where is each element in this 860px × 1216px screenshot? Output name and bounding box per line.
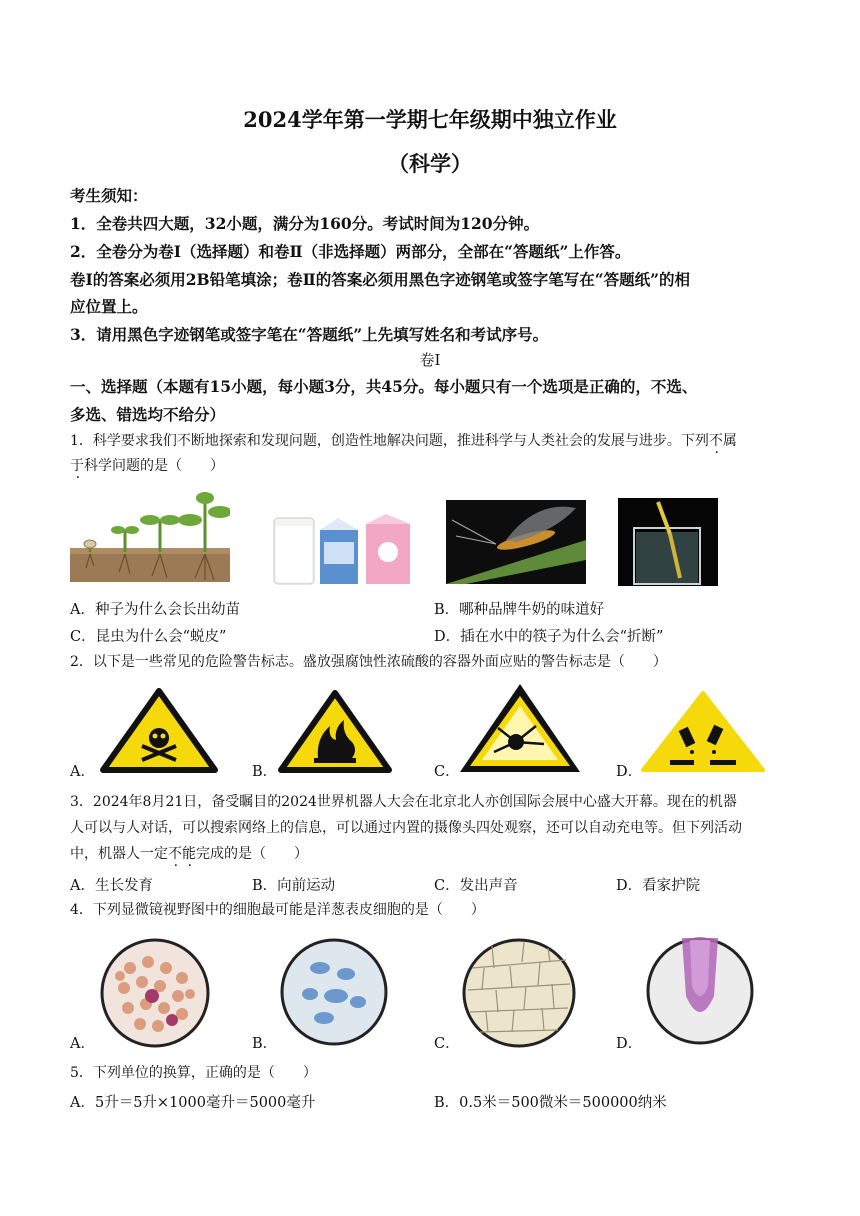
q3-option-b: B．向前运动 <box>252 878 336 894</box>
q1-option-b: B．哪种品牌牛奶的味道好 <box>434 602 605 618</box>
notice-item-1: 1．全卷共四大题，32小题，满分为160分。考试时间为120分钟。 <box>70 214 540 233</box>
explosive-warning-sign-icon <box>458 682 582 774</box>
q3-stem-line2: 人可以与人对话，可以搜索网络上的信息，可以通过内置的摄像头四处观察，还可以自动充电等。但下列活动 <box>70 820 742 836</box>
stained-cells-microscope-image <box>280 938 388 1046</box>
q1-emphasis-1: 不 <box>708 433 723 449</box>
exam-title: 2024学年第一学期七年级期中独立作业 <box>243 107 617 132</box>
q5-option-a: A．5升＝5升×1000毫升＝5000毫升 <box>70 1095 316 1111</box>
q4-option-d-label: D． <box>616 1036 643 1052</box>
q5-option-b: B．0.5米＝500微米＝500000纳米 <box>434 1095 667 1111</box>
q4-stem: 4．下列显微镜视野图中的细胞最可能是洋葱表皮细胞的是（ ） <box>70 902 485 918</box>
q1-stem-text-2: 科学问题的是（ ） <box>84 458 224 474</box>
q3-emphasis-1: 不 <box>168 846 182 862</box>
toxic-warning-sign-icon <box>100 688 218 774</box>
q3-stem-text-end: 完成的是（ ） <box>196 846 308 862</box>
seedling-growth-image <box>70 490 230 582</box>
q3-stem-line3 <box>70 844 800 864</box>
q5-stem: 5．下列单位的换算，正确的是（ ） <box>70 1065 317 1081</box>
q1-stem-text: 1．科学要求我们不断地探索和发现问题，创造性地解决问题，推进科学与人类社会的发展与进步。下列 <box>70 433 709 449</box>
q3-emphasis-2: 能 <box>182 846 196 862</box>
insect-molting-image <box>446 500 586 584</box>
notice-item-2: 2．全卷分为卷Ⅰ（选择题）和卷Ⅱ（非选择题）两部分，全部在“答题纸”上作答。 <box>70 242 631 261</box>
notice-item-2b-line2: 应位置上。 <box>70 297 148 316</box>
q1-stem-line2 <box>70 456 800 476</box>
exam-subtitle: （科学） <box>388 151 472 176</box>
q2-stem: 2．以下是一些常见的危险警告标志。盛放强腐蚀性浓硫酸的容器外面应贴的警告标志是（ ） <box>70 654 667 670</box>
milk-products-image <box>272 512 414 586</box>
q1-stem-text-end: 属 <box>722 433 737 449</box>
q2-option-c-label: C． <box>434 764 460 780</box>
q1-option-a: A．种子为什么会长出幼苗 <box>70 602 240 618</box>
q1-emphasis-2: 于 <box>70 458 84 474</box>
flammable-warning-sign-icon <box>278 690 392 774</box>
q1-stem-line1 <box>70 431 800 451</box>
q4-option-b-label: B． <box>252 1036 278 1052</box>
corrosive-warning-sign-icon <box>640 690 766 774</box>
q2-option-b-label: B． <box>252 764 278 780</box>
q4-option-a-label: A． <box>70 1036 95 1052</box>
q3-option-a: A．生长发育 <box>70 878 153 894</box>
notice-item-3: 3．请用黑色字迹钢笔或签字笔在“答题纸”上先填写姓名和考试序号。 <box>70 325 549 344</box>
q3-option-c: C．发出声音 <box>434 878 518 894</box>
q3-stem-text: 中，机器人一定 <box>70 846 168 862</box>
chopstick-in-water-image <box>618 498 718 586</box>
notice-heading: 考生须知： <box>70 186 148 205</box>
q1-option-d: D．插在水中的筷子为什么会“折断” <box>434 629 664 645</box>
q2-option-a-label: A． <box>70 764 95 780</box>
volume-heading: 卷Ⅰ <box>419 351 441 369</box>
onion-epidermis-cells-image <box>462 938 576 1048</box>
q3-option-d: D．看家护院 <box>616 878 701 894</box>
root-tip-microscope-image <box>646 936 754 1046</box>
notice-item-2b-line1: 卷Ⅰ的答案必须用2B铅笔填涂；卷Ⅱ的答案必须用黑色字迹钢笔或签字笔写在“答题纸”的相 <box>70 270 691 289</box>
q4-option-c-label: C． <box>434 1036 460 1052</box>
section1-line1: 一、选择题（本题有15小题，每小题3分，共45分。每小题只有一个选项是正确的，不选、 <box>70 377 698 396</box>
q1-option-c: C．昆虫为什么会“蜕皮” <box>70 629 227 645</box>
q2-option-d-label: D． <box>616 764 643 780</box>
q3-stem-line1: 3．2024年8月21日，备受瞩目的2024世界机器人大会在北京北人亦创国际会展中心盛大开幕。现在的机器 <box>70 794 737 810</box>
section1-line2: 多选、错选均不给分） <box>70 405 226 424</box>
blood-cells-microscope-image <box>100 938 210 1048</box>
